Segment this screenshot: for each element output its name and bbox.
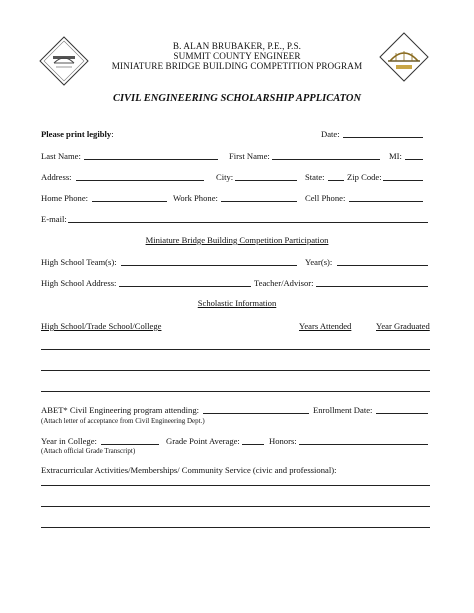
gpa-label: Grade Point Average: — [166, 436, 240, 446]
school-row-1[interactable] — [41, 349, 430, 350]
header-program: MINIATURE BRIDGE BUILDING COMPETITION PROGRAM — [111, 61, 363, 71]
email-label: E-mail: — [41, 214, 67, 224]
teams-label: High School Team(s): — [41, 257, 117, 267]
teacher-field[interactable] — [316, 286, 428, 287]
work-phone-label: Work Phone: — [173, 193, 218, 203]
gpa-field[interactable] — [242, 444, 264, 445]
extracurricular-row-3[interactable] — [41, 527, 430, 528]
scholastic-heading: Scholastic Information — [197, 298, 277, 308]
address-field[interactable] — [76, 180, 204, 181]
state-field[interactable] — [328, 180, 344, 181]
enrollment-field[interactable] — [376, 413, 428, 414]
cell-phone-field[interactable] — [349, 201, 423, 202]
years-field[interactable] — [337, 265, 428, 266]
last-name-field[interactable] — [84, 159, 218, 160]
cell-phone-label: Cell Phone: — [305, 193, 346, 203]
col-school-header: High School/Trade School/College — [41, 321, 162, 331]
abet-program-label: ABET* Civil Engineering program attending: — [41, 405, 199, 415]
school-row-2[interactable] — [41, 370, 430, 371]
abet-program-field[interactable] — [203, 413, 309, 414]
year-in-college-label: Year in College: — [41, 436, 97, 446]
first-name-field[interactable] — [272, 159, 380, 160]
zip-field[interactable] — [383, 180, 423, 181]
teams-field[interactable] — [121, 265, 297, 266]
extracurricular-row-1[interactable] — [41, 485, 430, 486]
date-field[interactable] — [343, 137, 423, 138]
print-legibly-label: Please print legibly: — [41, 129, 114, 139]
address-label: Address: — [41, 172, 72, 182]
last-name-label: Last Name: — [41, 151, 81, 161]
enrollment-label: Enrollment Date: — [313, 405, 373, 415]
email-field[interactable] — [68, 222, 428, 223]
city-field[interactable] — [235, 180, 297, 181]
home-phone-label: Home Phone: — [41, 193, 89, 203]
col-years-header: Years Attended — [299, 321, 352, 331]
home-phone-field[interactable] — [92, 201, 167, 202]
state-label: State: — [305, 172, 325, 182]
teacher-label: Teacher/Advisor: — [254, 278, 314, 288]
zip-label: Zip Code: — [347, 172, 382, 182]
extracurricular-label: Extracurricular Activities/Memberships/ Community Service (civic and professional): — [41, 465, 337, 475]
school-address-field[interactable] — [119, 286, 251, 287]
attach-letter-note: (Attach letter of acceptance from Civil Engineering Dept.) — [41, 417, 205, 425]
honors-label: Honors: — [269, 436, 297, 446]
years-label: Year(s): — [305, 257, 333, 267]
header-name: B. ALAN BRUBAKER, P.E., P.S. — [172, 41, 302, 51]
date-label: Date: — [321, 129, 340, 139]
col-grad-header: Year Graduated — [376, 321, 430, 331]
year-in-college-field[interactable] — [101, 444, 159, 445]
school-address-label: High School Address: — [41, 278, 117, 288]
extracurricular-row-2[interactable] — [41, 506, 430, 507]
school-row-3[interactable] — [41, 391, 430, 392]
participation-heading: Miniature Bridge Building Competition Participation — [145, 235, 329, 245]
work-phone-field[interactable] — [221, 201, 297, 202]
first-name-label: First Name: — [229, 151, 270, 161]
city-label: City: — [216, 172, 234, 182]
attach-transcript-note: (Attach official Grade Transcript) — [41, 447, 136, 455]
mi-field[interactable] — [405, 159, 423, 160]
mi-label: MI: — [389, 151, 402, 161]
header-office: SUMMIT COUNTY ENGINEER — [173, 51, 301, 61]
form-title: CIVIL ENGINEERING SCHOLARSHIP APPLICATON — [112, 93, 362, 104]
honors-field[interactable] — [299, 444, 428, 445]
